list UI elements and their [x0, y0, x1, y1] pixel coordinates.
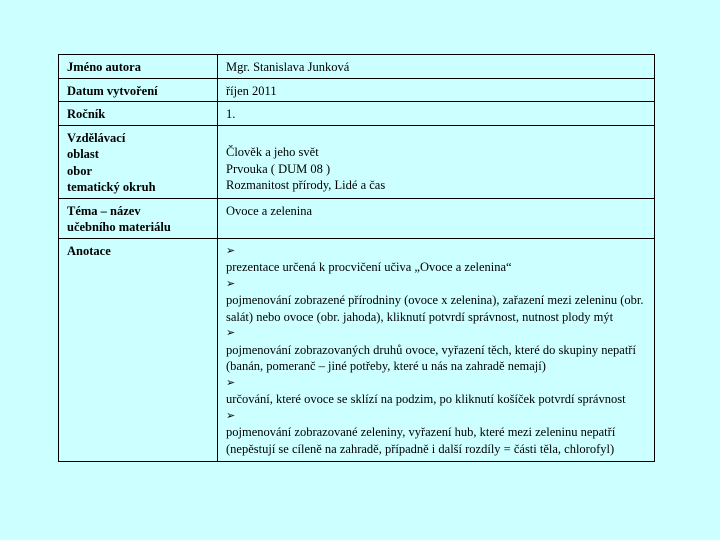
annotation-bullet — [226, 408, 646, 458]
metadata-table — [58, 54, 655, 462]
area-label-line: Vzdělávací — [67, 130, 126, 145]
area-label-line: oblast — [67, 147, 99, 161]
area-label — [59, 125, 218, 198]
annotation-bullet-text: pojmenování zobrazované zeleniny, vyřazení hub, které mezi zeleninu nepatří (nepěstují se cíleně na zahradě, případně i další rozdíly = části těla, chlorofyl) — [226, 425, 616, 456]
arrow-bullet-icon: ➢ — [226, 326, 236, 339]
topic-label — [59, 198, 218, 238]
annotation-bullet — [226, 325, 646, 375]
created-value: říjen 2011 — [218, 78, 655, 102]
annotation-bullet — [226, 243, 646, 276]
arrow-bullet-icon: ➢ — [226, 243, 236, 257]
table-row-author — [59, 55, 655, 79]
annotation-bullet-text: pojmenování zobrazené přírodniny (ovoce x zelenina), zařazení mezi zeleninu (obr. salát) nebo ovoce (obr. jahoda), kliknutí potvrdí správnost, nutnost plody mýt — [226, 293, 644, 324]
arrow-bullet-icon: ➢ — [226, 408, 236, 422]
grade-label: Ročník — [59, 102, 218, 126]
author-label: Jméno autora — [59, 55, 218, 79]
annotation-value — [218, 238, 655, 462]
author-value: Mgr. Stanislava Junková — [218, 55, 655, 79]
topic-value: Ovoce a zelenina — [218, 198, 655, 238]
area-value-line: Člověk a jeho svět — [226, 145, 319, 159]
annotation-bullet-text: pojmenování zobrazovaných druhů ovoce, vyřazení těch, které do skupiny nepatří (banán, pomeranč – jiné potřeby, které u nás na zahradě nemají) — [226, 342, 636, 373]
topic-label-line: Téma – název — [67, 203, 141, 218]
topic-label-line: učebního materiálu — [67, 220, 171, 234]
table-row-annotation — [59, 238, 655, 462]
annotation-bullet — [226, 276, 646, 326]
area-value — [218, 125, 655, 198]
area-label-line: obor — [67, 163, 92, 178]
arrow-bullet-icon: ➢ — [226, 375, 236, 389]
annotation-bullet-text: určování, které ovoce se sklízí na podzim, po kliknutí košíček potvrdí správnost — [226, 392, 626, 406]
annotation-label: Anotace — [59, 238, 218, 462]
area-value-line: Prvouka ( DUM 08 ) — [226, 161, 331, 176]
annotation-bullet-text: prezentace určená k procvičení učiva „Ovoce a zelenina“ — [226, 260, 512, 274]
table-row-topic — [59, 198, 655, 238]
table-row-grade — [59, 102, 655, 126]
area-label-line: tematický okruh — [67, 180, 156, 194]
created-label: Datum vytvoření — [59, 78, 218, 102]
arrow-bullet-icon: ➢ — [226, 276, 236, 290]
annotation-bullet — [226, 375, 646, 408]
grade-value: 1. — [218, 102, 655, 126]
area-value-line: Rozmanitost přírody, Lidé a čas — [226, 178, 386, 192]
table-row-area — [59, 125, 655, 198]
table-row-created — [59, 78, 655, 102]
